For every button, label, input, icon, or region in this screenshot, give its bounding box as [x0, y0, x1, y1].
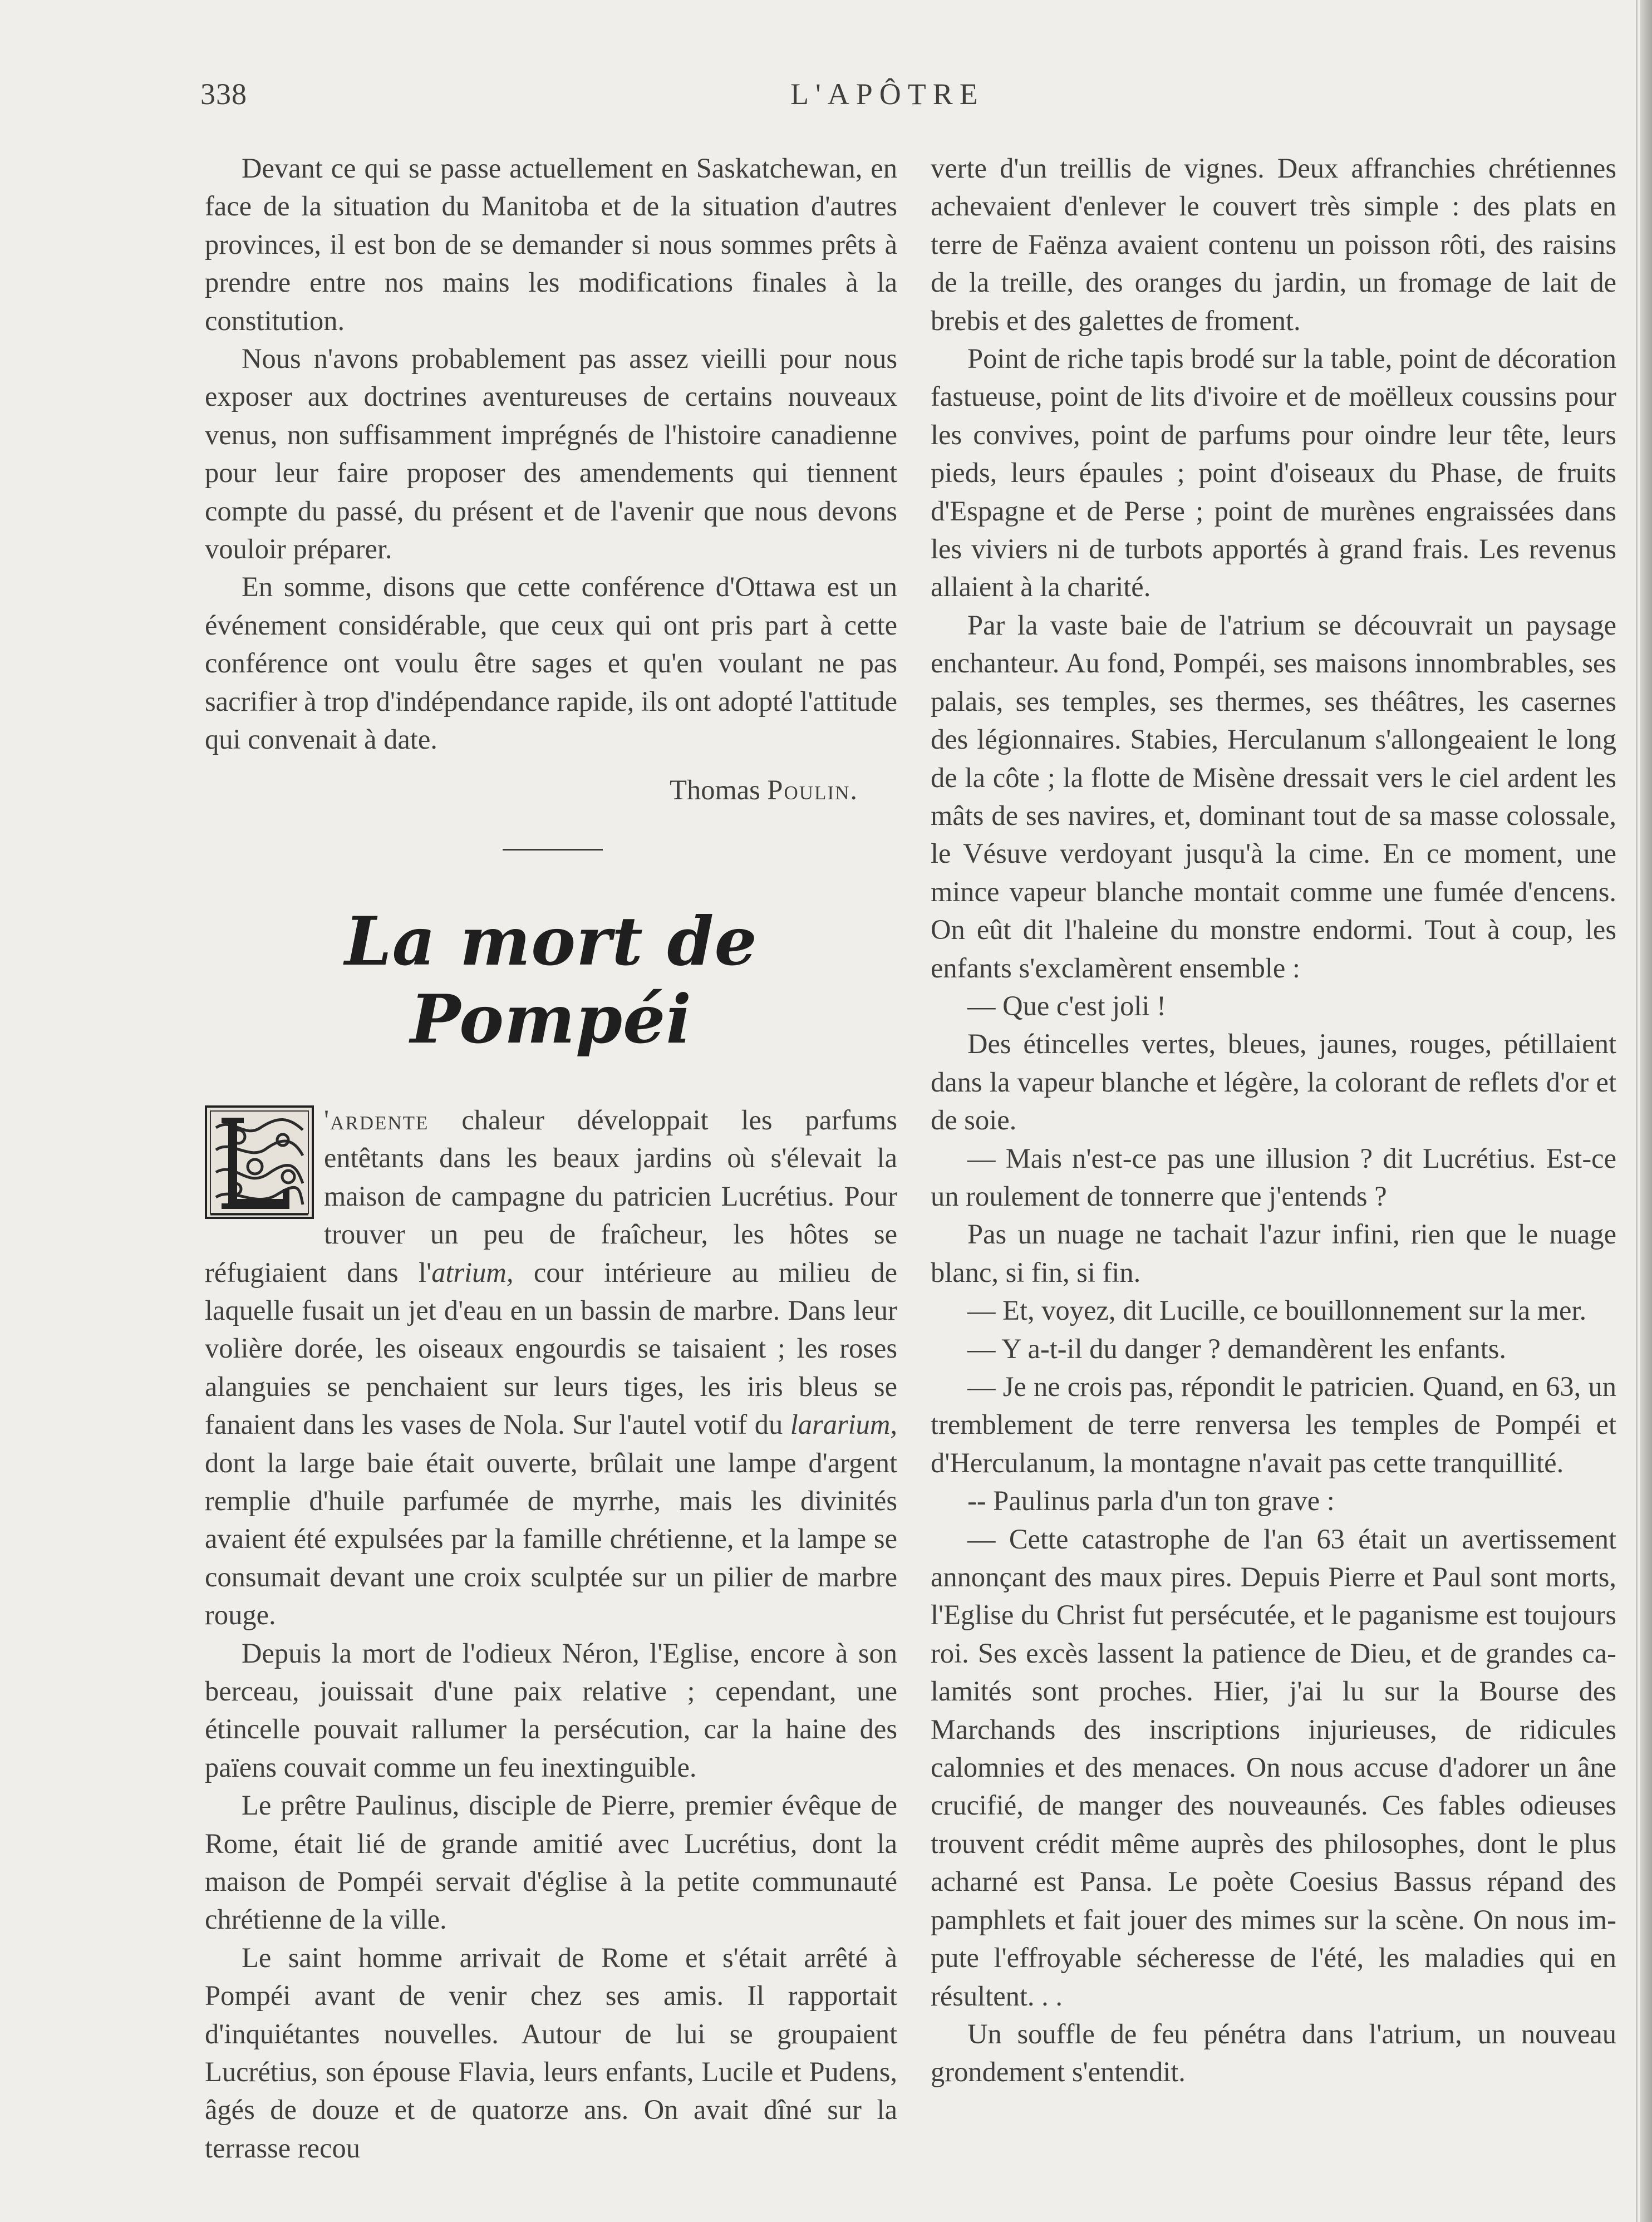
- dialogue-line: — Y a-t-il du danger ? demandèrent les enfants.: [967, 1333, 1507, 1364]
- article-paragraph: Depuis la mort de l'odieux Néron, l'Eglise, encore à son berceau, jouissait d'une paix relative ; cependant, une étincelle pouvait rallumer la persécution, car la haine des païens couvait comme un feu inextinguible.: [205, 1637, 897, 1783]
- ornamental-dropcap: [205, 1105, 314, 1219]
- right-column: [931, 149, 1616, 2091]
- running-head: [0, 77, 1652, 121]
- opening-text-c: dont la large baie était ouverte, brûlait une lampe d'argent remplie d'huile parfumée de myrrhe, mais les divinités avaient été expulsées par la famille chrétienne, et la lampe se consumait devant une croix sculptée sur un pilier de marbre rouge.: [205, 1447, 897, 1631]
- dialogue-line: — Cette catastrophe de l'an 63 était un avertissement annonçant des maux pires. Depuis Pierre et Paul sont morts, l'Eglise du Christ fut persécutée, et le paganisme est toujours roi. Ses excès lassent la patience de Dieu, et de grandes calamités sont proches. Hier, j'ai lu sur la Bourse des Marchands des inscriptions injurieuses, de ridicules calomnies et des menaces. On nous accuse d'adorer un âne crucifié, de manger des nouveaunés. Ces fables odieuses trouvent crédit même auprès des philosophes, dont le plus acharné est Pansa. Le poète Coesius Bassus répand des pamphlets et fait jouer des mimes sur la scène. On nous impute l'effroyable sécheresse de l'été, les maladies qui en résultent. . .: [931, 1523, 1616, 2012]
- left-column: [205, 149, 897, 2167]
- dialogue-line: — Et, voyez, dit Lucille, ce bouillonnement sur la mer.: [967, 1295, 1587, 1326]
- closing-paragraph: Devant ce qui se passe actuellement en Saskatchewan, en face de la situation du Manitoba et de la situation d'autres provinces, il est bon de se demander si nous sommes prêts à prendre entre nos mains les modifications finales à la constitution.: [205, 153, 897, 336]
- closing-paragraph: Nous n'avons probablement pas assez vieilli pour nous exposer aux doctrines aventureuses de certains nouveaux venus, non suffisamment imprégnés de l'histoire canadienne pour leur faire proposer des amendements qui tiennent compte du passé, du présent et de l'avenir que nous devons vouloir préparer.: [205, 343, 897, 565]
- atrium-term: atrium,: [431, 1256, 514, 1288]
- page-edge: [1640, 0, 1652, 2222]
- article-body: [205, 1101, 897, 2167]
- article-paragraph: Un souffle de feu pénétra dans l'atrium, un nouveau grondement s'entendit.: [931, 2018, 1616, 2088]
- page-number: 338: [200, 77, 247, 111]
- author-first-name: Thomas: [670, 774, 768, 805]
- opening-smallcaps: 'ardente: [324, 1104, 429, 1135]
- author-last-name: Poulin.: [767, 774, 858, 805]
- dialogue-line: -- Paulinus parla d'un ton grave :: [967, 1485, 1335, 1517]
- article-paragraph: Pas un nuage ne tachait l'azur infini, rien que le nuage blanc, si fin, si fin.: [931, 1218, 1616, 1288]
- lararium-term: lararium,: [790, 1409, 897, 1441]
- section-separator: [503, 849, 603, 851]
- article-paragraph: Par la vaste baie de l'atrium se découvrait un paysage enchanteur. Au fond, Pompéi, ses maisons innombrables, ses palais, ses temples, ses thermes, ses théâtres, les casernes des légionnaires. Stabies, Herculanum s'allongeaient le long de la côte ; la flotte de Misène dressait vers le ciel ardent les mâts de ses navires, et, dominant tout de sa masse colossale, le Vésuve verdoyant jusqu'à la cime. En ce moment, une mince vapeur blanche montait comme une fumée d'encens. On eût dit l'haleine du monstre endormi. Tout à coup, les enfants s'exclamèrent ensemble :: [931, 609, 1616, 984]
- article-paragraph: Le prêtre Paulinus, disciple de Pierre, premier évêque de Rome, était lié de grande amitié avec Lucrétius, dont la maison de Pompéi servait d'église à la petite communauté chrétienne de la ville.: [205, 1790, 897, 1935]
- opening-text-a: chaleur développait les parfums entêtants dans les beaux jardins où s'élevait la maison de campagne du patricien Lucrétius. Pour trouver un peu de fraîcheur, les hôtes se réfugiaient dans l': [205, 1104, 897, 1288]
- author-signature: [205, 771, 858, 809]
- dialogue-line: — Que c'est joli !: [967, 990, 1166, 1021]
- article-title: La mort de Pompéi: [345, 902, 758, 1059]
- opening-text-b: cour intérieure au milieu de laquelle fusait un jet d'eau en un bassin de marbre. Dans leur volière dorée, les oiseaux engourdis se taisaient ; les roses alanguies se penchaient sur leurs tiges, les iris bleus se fanaient dans les vases de Nola. Sur l'autel votif du: [205, 1256, 897, 1441]
- closing-paragraph: En somme, disons que cette conférence d'Ottawa est un événement considérable, que ceux qui ont pris part à cette conférence ont voulu être sages et qu'en voulant ne pas sacrifier à trop d'indépendance rapide, ils ont adopté l'attitude qui convenait à date.: [205, 571, 897, 755]
- article-paragraph: Le saint homme arrivait de Rome et s'était arrêté à Pompéi avant de venir chez ses amis. Il rapportait d'inquiétantes nouvelles. Autour de lui se groupaient Lucrétius, son épouse Flavia, leurs enfants, Lucile et Pudens, âgés de douze et de quatorze ans. On avait dîné sur la terrasse recou: [205, 1941, 897, 2164]
- article-opening-paragraph: [205, 1101, 897, 1634]
- page-gutter-line: [1636, 0, 1638, 2222]
- journal-title: L'APÔTRE: [790, 77, 985, 111]
- dialogue-line: — Mais n'est-ce pas une illusion ? dit Lucrétius. Est-ce un roulement de tonnerre que j'entends ?: [931, 1142, 1616, 1212]
- article-paragraph: verte d'un treillis de vignes. Deux affranchies chrétiennes achevaient d'enlever le couvert très simple : des plats en terre de Faënza avaient contenu un poisson rôti, des raisins de la treille, des oranges du jardin, un fromage de lait de brebis et des galettes de froment.: [931, 153, 1616, 336]
- article-paragraph: Des étincelles vertes, bleues, jaunes, rouges, pétillaient dans la vapeur blanche et légère, la colorant de reflets d'or et de soie.: [931, 1028, 1616, 1136]
- article-paragraph: Point de riche tapis brodé sur la table, point de décoration fastueuse, point de lits d'ivoire et de moëlleux coussins pour les convives, point de parfums pour oindre leur tête, leurs pieds, leurs épaules ; point d'oiseaux du Phase, de fruits d'Espagne et de Perse ; point de murènes engraissées dans les viviers ni de turbots apportés à grand frais. Les revenus allaient à la charité.: [931, 343, 1616, 603]
- dialogue-line: — Je ne crois pas, répondit le patricien. Quand, en 63, un tremblement de terre renversa les temples de Pompéi et d'Herculanum, la montagne n'avait pas cette tranquillité.: [931, 1371, 1616, 1478]
